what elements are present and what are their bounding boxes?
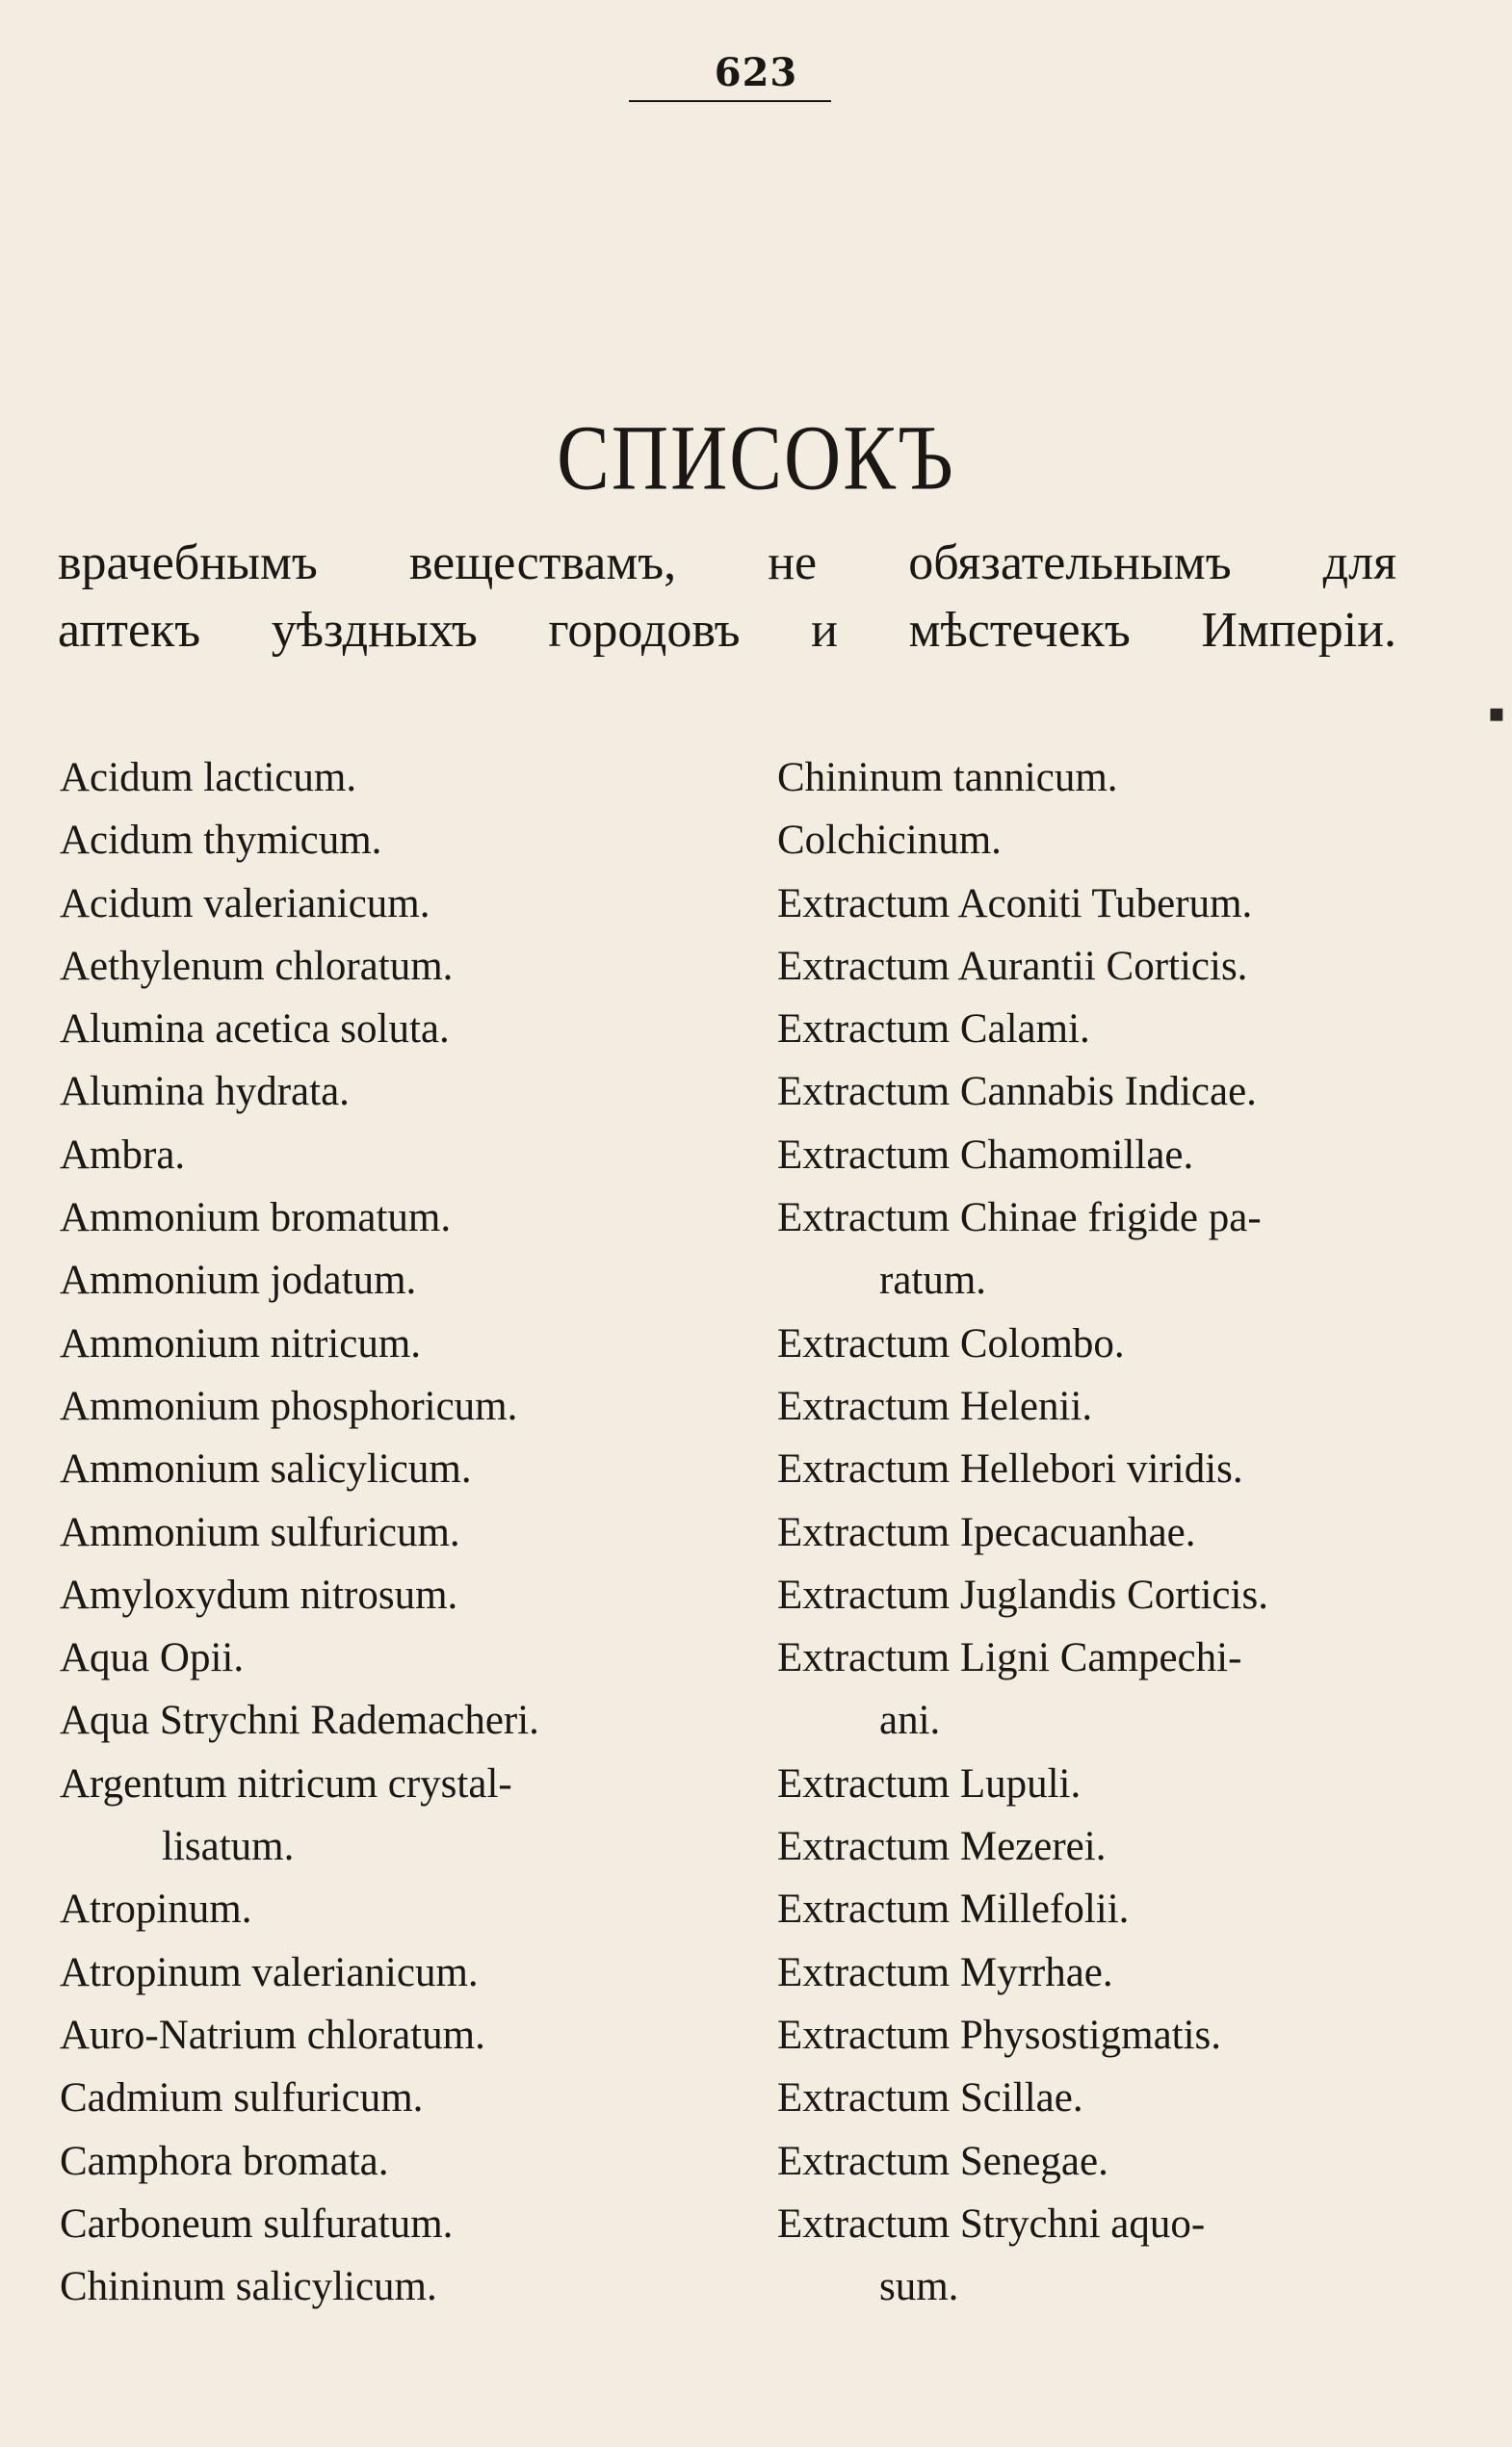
list-item [60,809,695,872]
list-item-text: Extractum Cannabis Indicae. [777,1069,1257,1115]
list-item [777,746,1394,809]
subtitle-line-2: аптекъ уѣздныхъ городовъ и мѣстечекъ Имперіи. [58,603,1396,658]
list-item [777,1438,1394,1500]
list-item-text: Carboneum sulfuratum. [60,2200,454,2247]
right-column-list [777,746,1394,2318]
list-item-text: Chininum tannicum. [777,755,1118,800]
subtitle-line-1: врачебнымъ веществамъ, не обязательнымъ для [58,535,1396,590]
list-item-text: Ambra. [60,1132,186,1178]
list-item [60,1878,695,1940]
list-item-text: Aethylenum chloratum. [60,943,454,989]
list-item-text: Argentum nitricum crystal- [60,1760,512,1807]
list-item [60,1564,695,1627]
list-item-text: Extractum Calami. [777,1006,1090,1053]
list-item-text: Camphora bromata. [60,2138,389,2184]
list-item-text: Extractum Hellebori viridis. [777,1446,1243,1493]
list-item-text: Aqua Strychni Rademacheri. [60,1698,539,1744]
list-item [60,935,695,998]
list-item [60,1753,695,1879]
list-item [60,2130,695,2193]
list-item [60,1501,695,1564]
list-item [777,1124,1394,1186]
list-item [777,1564,1394,1627]
list-item [60,1627,695,1689]
list-item-text: Extractum Millefolii. [777,1887,1130,1933]
list-item-text: Ammonium salicylicum. [60,1446,472,1493]
list-item-text: Ammonium sulfuricum. [60,1509,460,1555]
list-item [777,1060,1394,1123]
list-item [60,2067,695,2129]
list-item [60,1438,695,1500]
list-item [777,809,1394,872]
list-item-text: Extractum Lupuli. [777,1760,1082,1807]
list-item-text: Extractum Senegae. [777,2138,1108,2184]
list-item [777,1375,1394,1438]
list-item [60,1689,695,1752]
list-item-continuation: ani. [879,1698,941,1744]
page-number: 623 [714,50,798,95]
list-item [60,1249,695,1312]
list-item [60,1124,695,1186]
page-subtitle [58,530,1396,664]
list-item [777,1941,1394,2004]
list-item-text: Extractum Mezerei. [777,1824,1107,1870]
list-item-text: Colchicinum. [777,818,1002,864]
list-item [777,1501,1394,1564]
list-item [777,2004,1394,2067]
list-item [777,1313,1394,1375]
list-item-text: Extractum Ligni Campechi- [777,1635,1242,1681]
list-item-text: Extractum Strychni aquo- [777,2200,1206,2247]
list-item [60,1941,695,2004]
list-item-text: Aqua Opii. [60,1635,245,1681]
list-item-text: Ammonium bromatum. [60,1195,452,1241]
list-item-text: Ammonium phosphoricum. [60,1383,518,1429]
list-item [60,746,695,809]
page-number-rule [629,100,831,102]
list-item [777,1815,1394,1878]
list-item-text: Extractum Scillae. [777,2075,1083,2122]
list-item-text: Amyloxydum nitrosum. [60,1572,458,1618]
list-item-text: Auro-Natrium chloratum. [60,2012,485,2058]
list-item-text: Atropinum. [60,1887,252,1933]
list-item [60,2193,695,2255]
list-item [777,2067,1394,2129]
list-item [777,2130,1394,2193]
list-item [777,1878,1394,1940]
list-item-text: Ammonium jodatum. [60,1258,417,1304]
list-item [60,2255,695,2318]
left-column-list [60,746,695,2318]
list-item [777,1753,1394,1815]
list-item-continuation: sum. [879,2264,959,2310]
list-item [777,2193,1394,2319]
list-item [777,1627,1394,1753]
page-title: СПИСОКЪ [557,405,955,509]
list-item [60,1313,695,1375]
list-item [60,2004,695,2067]
list-item [60,872,695,935]
list-item-continuation: ratum. [879,1258,987,1304]
list-item [777,935,1394,998]
list-item-text: Extractum Chinae frigide pa- [777,1195,1262,1241]
list-item-text: Extractum Ipecacuanhae. [777,1509,1196,1555]
list-item-text: Extractum Physostigmatis. [777,2012,1222,2058]
list-item [777,1186,1394,1313]
list-item-text: Acidum valerianicum. [60,880,430,926]
list-item-text: Extractum Myrrhae. [777,1949,1113,1995]
list-item [60,1375,695,1438]
list-item-text: Atropinum valerianicum. [60,1949,479,1995]
list-item-text: Extractum Helenii. [777,1383,1093,1429]
list-item-continuation: lisatum. [162,1824,295,1870]
list-item [777,872,1394,935]
list-item-text: Acidum lacticum. [60,755,357,800]
list-item-text: Acidum thymicum. [60,818,382,864]
list-item [60,1060,695,1123]
list-item-text: Chininum salicylicum. [60,2264,437,2310]
list-item-text: Extractum Chamomillae. [777,1132,1194,1178]
list-item-text: Extractum Aconiti Tuberum. [777,880,1253,926]
margin-mark: ▪ [1488,699,1505,728]
list-item-text: Alumina acetica soluta. [60,1006,450,1053]
list-item-text: Extractum Colombo. [777,1320,1125,1367]
list-item-text: Ammonium nitricum. [60,1320,422,1367]
list-item [60,998,695,1060]
list-item [777,998,1394,1060]
list-item-text: Extractum Aurantii Corticis. [777,943,1248,989]
list-item-text: Cadmium sulfuricum. [60,2075,424,2122]
list-item [60,1186,695,1249]
list-item-text: Alumina hydrata. [60,1069,350,1115]
list-item-text: Extractum Juglandis Corticis. [777,1572,1268,1618]
